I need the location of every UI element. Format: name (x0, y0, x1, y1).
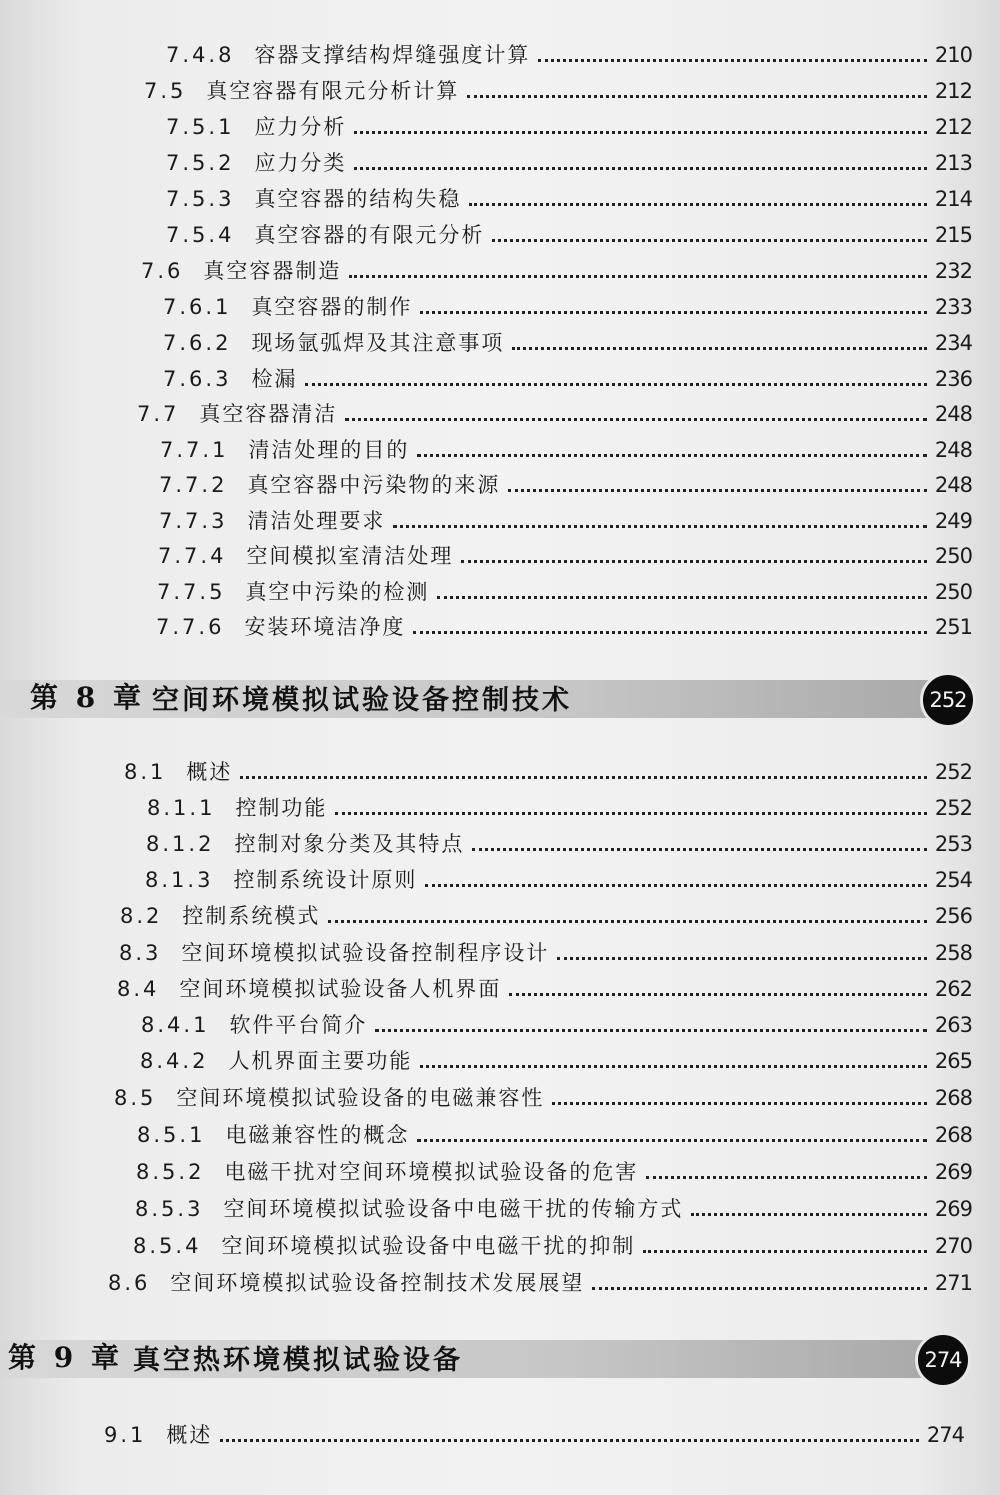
toc-entry-page: 270 (934, 1234, 972, 1258)
toc-entry-number: 7.7.5 (157, 580, 226, 604)
toc-entry-page: 262 (934, 977, 972, 1001)
toc-entry-title: 概述 (166, 1423, 213, 1447)
toc-entry-number: 8.1.2 (146, 832, 215, 856)
toc-entry-page: 248 (934, 473, 972, 497)
dot-leader (328, 920, 927, 923)
chapter-label: 第 8 章 (30, 681, 145, 714)
toc-entry[interactable] (163, 328, 972, 358)
toc-entry-number: 8.6 (108, 1271, 151, 1295)
toc-entry[interactable] (166, 148, 972, 178)
toc-entry[interactable] (133, 1231, 972, 1261)
toc-entry-number: 8.3 (119, 941, 162, 965)
toc-entry-page: 258 (934, 941, 972, 965)
dot-leader (420, 311, 926, 314)
toc-entry-page: 214 (934, 187, 972, 211)
toc-entry[interactable] (136, 1157, 972, 1187)
toc-entry[interactable] (119, 938, 972, 968)
toc-entry-title: 空间环境模拟试验设备控制技术发展展望 (170, 1271, 585, 1295)
toc-entry[interactable] (145, 865, 972, 895)
toc-entry[interactable] (114, 1083, 972, 1113)
dot-leader (592, 1287, 927, 1290)
dot-leader (472, 848, 926, 851)
toc-entry-number: 8.5.4 (133, 1234, 202, 1258)
toc-entry-number: 8.1.1 (147, 796, 216, 820)
toc-entry-number: 8.1.3 (145, 868, 214, 892)
dot-leader (393, 525, 926, 528)
toc-entry[interactable] (104, 1420, 964, 1450)
dot-leader (437, 596, 926, 599)
toc-entry[interactable] (108, 1268, 972, 1298)
toc-entry-title: 清洁处理要求 (247, 509, 386, 533)
toc-entry-number: 8.5.1 (137, 1123, 206, 1147)
chapter-title: 真空热环境模拟试验设备 (133, 1345, 463, 1376)
toc-entry-title: 现场氩弧焊及其注意事项 (251, 331, 505, 355)
toc-entry-page: 249 (934, 509, 972, 533)
toc-entry-title: 空间环境模拟试验设备控制程序设计 (181, 941, 550, 965)
toc-entry-title: 清洁处理的目的 (248, 438, 410, 462)
toc-entry-page: 232 (934, 259, 972, 283)
toc-entry[interactable] (135, 1194, 972, 1224)
dot-leader (420, 1065, 926, 1068)
toc-entry-title: 应力分类 (254, 151, 347, 175)
toc-entry-title: 空间模拟室清洁处理 (246, 544, 454, 568)
toc-entry-number: 9.1 (104, 1423, 147, 1447)
toc-entry-page: 248 (934, 438, 972, 462)
toc-entry-title: 控制系统模式 (182, 904, 321, 928)
toc-entry-title: 真空容器的结构失稳 (254, 187, 462, 211)
chapter-title: 空间环境模拟试验设备控制技术 (152, 685, 572, 716)
toc-entry[interactable] (120, 901, 972, 931)
toc-entry-number: 8.5 (114, 1086, 157, 1110)
dot-leader (354, 131, 926, 134)
toc-entry-title: 控制系统设计原则 (233, 868, 418, 892)
toc-entry-number: 8.2 (120, 904, 163, 928)
toc-entry[interactable] (159, 470, 972, 500)
toc-entry[interactable] (166, 184, 972, 214)
toc-entry-title: 控制功能 (235, 796, 328, 820)
dot-leader (220, 1439, 919, 1442)
dot-leader (552, 1102, 927, 1105)
toc-entry-page: 250 (934, 544, 972, 568)
dot-leader (646, 1176, 926, 1179)
toc-entry-page: 269 (934, 1197, 972, 1221)
dot-leader (557, 957, 927, 960)
dot-leader (413, 631, 926, 634)
toc-entry-number: 8.5.3 (135, 1197, 204, 1221)
toc-entry-page: 269 (934, 1160, 972, 1184)
dot-leader (512, 347, 926, 350)
toc-entry-number: 7.7.3 (159, 509, 228, 533)
toc-entry-number: 8.4.1 (141, 1013, 210, 1037)
dot-leader (240, 776, 927, 779)
toc-entry-number: 8.4 (117, 977, 160, 1001)
toc-entry-number: 7.7.6 (156, 615, 225, 639)
toc-entry-number: 7.7.1 (160, 438, 229, 462)
toc-entry-page: 274 (926, 1423, 964, 1447)
toc-entry[interactable] (157, 577, 972, 607)
toc-entry-page: 234 (934, 331, 972, 355)
toc-entry-page: 252 (934, 760, 972, 784)
dot-leader (509, 993, 927, 996)
toc-entry-number: 7.7 (137, 402, 180, 426)
toc-entry-title: 真空容器清洁 (199, 402, 338, 426)
dot-leader (354, 167, 926, 170)
toc-entry-title: 真空容器的有限元分析 (254, 223, 485, 247)
toc-entry-page: 215 (934, 223, 972, 247)
toc-entry[interactable] (146, 829, 972, 859)
toc-entry[interactable] (166, 112, 972, 142)
toc-entry[interactable] (141, 256, 972, 286)
dot-leader (492, 239, 926, 242)
toc-entry-title: 安装环境洁净度 (244, 615, 406, 639)
dot-leader (345, 418, 927, 421)
chapter-label: 第 9 章 (8, 1341, 123, 1374)
toc-entry-number: 7.5.2 (166, 151, 235, 175)
dot-leader (335, 812, 926, 815)
toc-entry-page: 212 (934, 79, 972, 103)
toc-entry-page: 265 (934, 1049, 972, 1073)
toc-entry-title: 空间环境模拟试验设备的电磁兼容性 (176, 1086, 545, 1110)
toc-entry-page: 268 (934, 1123, 972, 1147)
chapter-9-heading[interactable] (0, 1332, 1000, 1382)
toc-entry[interactable] (156, 612, 972, 642)
toc-entry-title: 真空容器制造 (203, 259, 342, 283)
toc-entry-number: 8.4.2 (140, 1049, 209, 1073)
toc-entry-title: 真空容器中污染物的来源 (247, 473, 501, 497)
dot-leader (417, 1139, 926, 1142)
toc-entry[interactable] (163, 292, 972, 322)
toc-entry-page: 253 (934, 832, 972, 856)
toc-entry[interactable] (147, 793, 972, 823)
toc-entry-title: 真空中污染的检测 (245, 580, 430, 604)
dot-leader (538, 59, 926, 62)
toc-entry-page: 233 (934, 295, 972, 319)
toc-entry-page: 268 (934, 1086, 972, 1110)
dot-leader (425, 884, 926, 887)
toc-entry-number: 7.5.1 (166, 115, 235, 139)
dot-leader (469, 203, 926, 206)
toc-entry-number: 7.5 (144, 79, 187, 103)
toc-entry[interactable] (137, 399, 972, 429)
toc-entry-page: 236 (934, 367, 972, 391)
toc-entry-number: 8.1 (124, 760, 167, 784)
toc-entry[interactable] (158, 541, 972, 571)
toc-entry-number: 7.5.4 (166, 223, 235, 247)
toc-entry[interactable] (141, 1010, 972, 1040)
toc-entry[interactable] (117, 974, 972, 1004)
chapter-page-badge: 252 (920, 672, 976, 728)
chapter-page-badge: 274 (915, 1332, 971, 1388)
dot-leader (417, 454, 926, 457)
toc-entry[interactable] (160, 435, 972, 465)
toc-entry-number: 7.6.1 (163, 295, 232, 319)
dot-leader (375, 1029, 926, 1032)
toc-entry-title: 软件平台简介 (229, 1013, 368, 1037)
toc-entry-number: 7.5.3 (166, 187, 235, 211)
toc-entry-page: 263 (934, 1013, 972, 1037)
toc-entry-page: 254 (934, 868, 972, 892)
toc-entry[interactable] (144, 76, 972, 106)
toc-entry-number: 8.5.2 (136, 1160, 205, 1184)
toc-entry[interactable] (140, 1046, 972, 1076)
dot-leader (508, 489, 926, 492)
toc-entry-page: 256 (934, 904, 972, 928)
toc-entry-page: 210 (934, 43, 972, 67)
toc-entry-title: 人机界面主要功能 (228, 1049, 413, 1073)
toc-entry-page: 252 (934, 796, 972, 820)
toc-entry-title: 空间环境模拟试验设备人机界面 (179, 977, 502, 1001)
toc-entry-title: 电磁干扰对空间环境模拟试验设备的危害 (224, 1160, 639, 1184)
toc-entry-title: 容器支撑结构焊缝强度计算 (254, 43, 531, 67)
toc-entry-page: 213 (934, 151, 972, 175)
toc-entry[interactable] (166, 40, 972, 70)
dot-leader (691, 1213, 926, 1216)
toc-entry-page: 250 (934, 580, 972, 604)
dot-leader (461, 560, 926, 563)
toc-entry-number: 7.4.8 (166, 43, 235, 67)
dot-leader (643, 1250, 926, 1253)
toc-entry-title: 电磁兼容性的概念 (225, 1123, 410, 1147)
toc-entry-title: 真空容器有限元分析计算 (206, 79, 460, 103)
toc-entry-number: 7.6 (141, 259, 184, 283)
toc-entry-title: 真空容器的制作 (251, 295, 413, 319)
toc-entry-page: 271 (934, 1271, 972, 1295)
toc-entry-title: 控制对象分类及其特点 (234, 832, 465, 856)
toc-entry-title: 检漏 (251, 367, 298, 391)
toc-entry-number: 7.6.2 (163, 331, 232, 355)
toc-entry-page: 212 (934, 115, 972, 139)
toc-entry[interactable] (163, 364, 972, 394)
toc-entry-page: 248 (934, 402, 972, 426)
toc-entry[interactable] (159, 506, 972, 536)
toc-entry[interactable] (137, 1120, 972, 1150)
dot-leader (305, 383, 926, 386)
toc-entry-title: 空间环境模拟试验设备中电磁干扰的传输方式 (223, 1197, 684, 1221)
toc-entry-number: 7.6.3 (163, 367, 232, 391)
chapter-8-heading[interactable] (0, 672, 1000, 722)
toc-entry[interactable] (124, 757, 972, 787)
dot-leader (467, 95, 927, 98)
toc-entry-title: 应力分析 (254, 115, 347, 139)
toc-entry-title: 概述 (186, 760, 233, 784)
toc-entry[interactable] (166, 220, 972, 250)
dot-leader (349, 275, 927, 278)
toc-entry-number: 7.7.4 (158, 544, 227, 568)
toc-entry-page: 251 (934, 615, 972, 639)
toc-entry-title: 空间环境模拟试验设备中电磁干扰的抑制 (221, 1234, 636, 1258)
toc-entry-number: 7.7.2 (159, 473, 228, 497)
